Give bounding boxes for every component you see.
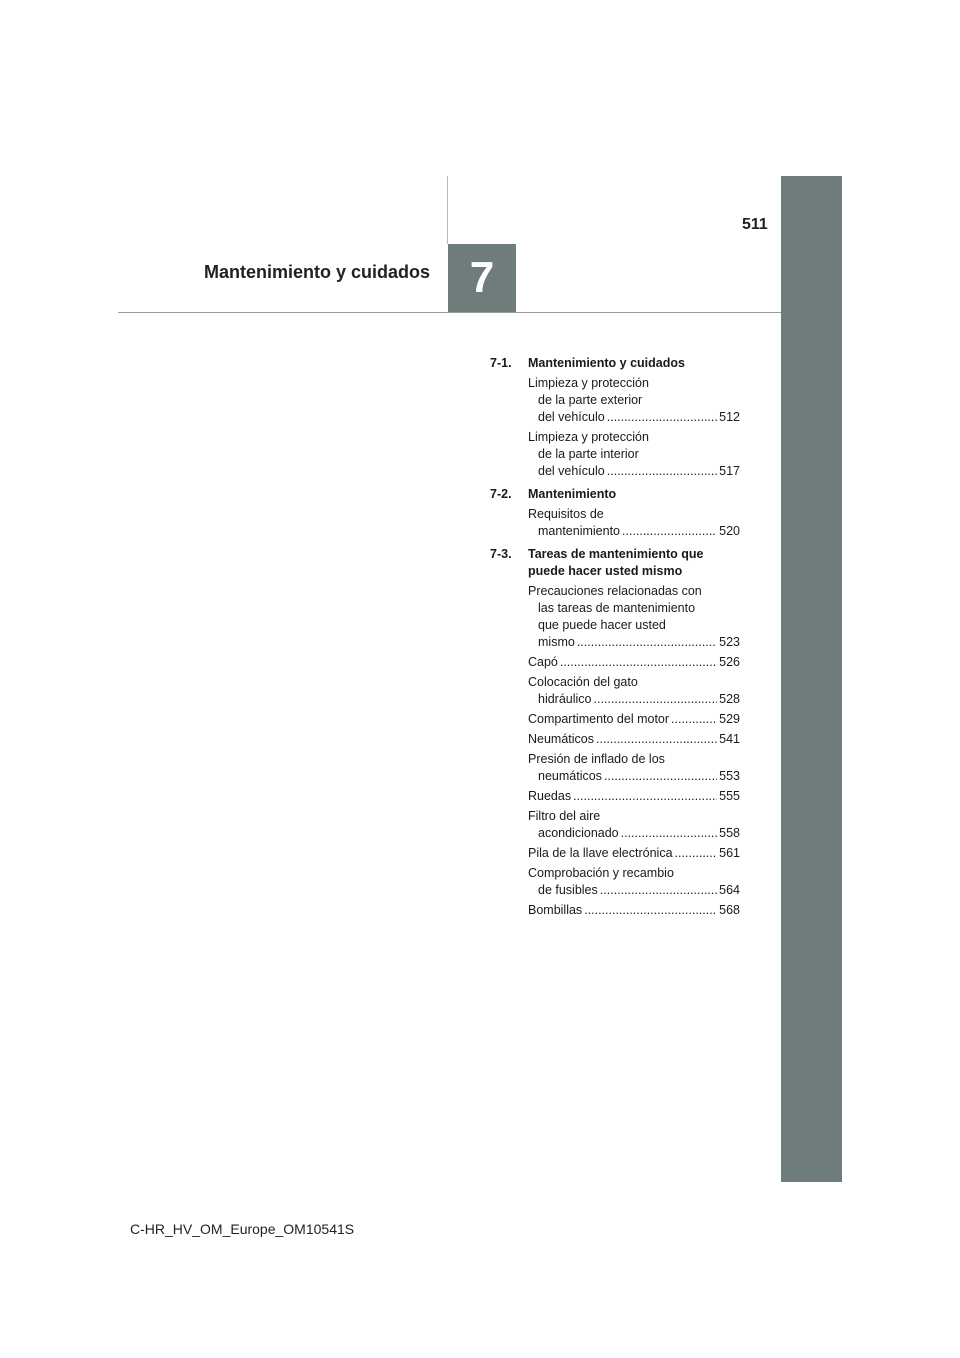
toc-section-heading[interactable] — [490, 546, 740, 580]
entry-title-line: Neumáticos — [528, 732, 594, 746]
entry-title-line: Limpieza y protección — [528, 430, 649, 444]
page-number: 511 — [742, 216, 768, 233]
chapter-title: Mantenimiento y cuidados — [203, 262, 430, 282]
entry-title-line: de la parte interior — [538, 447, 639, 461]
toc-entry[interactable] — [528, 808, 740, 842]
toc-entry[interactable] — [528, 583, 740, 651]
entry-title-line: las tareas de mantenimiento — [538, 601, 696, 615]
entry-title-line: neumáticos — [538, 769, 602, 783]
toc-entry[interactable] — [528, 674, 740, 708]
entry-title-line: del vehículo — [538, 410, 605, 424]
entry-title-line: Compartimento del motor — [528, 712, 670, 726]
entry-title-line: de la parte exterior — [538, 393, 643, 407]
entry-page-number: 529 — [719, 712, 740, 726]
entry-title-line: Filtro del aire — [528, 809, 601, 823]
toc-entry[interactable] — [528, 788, 740, 805]
dot-leader — [621, 825, 718, 842]
toc-entry[interactable] — [528, 731, 740, 748]
entry-page-number: 517 — [719, 464, 740, 478]
toc-section-heading[interactable] — [490, 355, 740, 372]
entry-page-number: 558 — [719, 826, 740, 840]
entry-title-line: Comprobación y recambio — [528, 866, 674, 880]
toc-entry[interactable] — [528, 429, 740, 480]
section-title — [528, 486, 740, 503]
entry-page-number: 528 — [719, 692, 740, 706]
entry-title-line: de fusibles — [538, 883, 598, 897]
entry-title-line: Colocación del gato — [528, 675, 638, 689]
entry-page-number: 541 — [719, 732, 740, 746]
entry-title-line: que puede hacer usted — [538, 618, 666, 632]
entry-title-line: Limpieza y protección — [528, 376, 649, 390]
dot-leader — [607, 409, 717, 426]
table-of-contents — [490, 355, 740, 922]
entry-title-line: Precauciones relacionadas con — [528, 584, 702, 598]
section-title-line: puede hacer usted mismo — [528, 564, 683, 578]
entry-title-line: mantenimiento — [538, 524, 620, 538]
toc-entry[interactable] — [528, 865, 740, 899]
entry-title-line: del vehículo — [538, 464, 605, 478]
entry-page-number: 526 — [719, 655, 740, 669]
dot-leader — [577, 634, 717, 651]
entry-title-line: Pila de la llave electrónica — [528, 846, 673, 860]
toc-entry[interactable] — [528, 845, 740, 862]
entry-title-line: Capó — [528, 655, 558, 669]
dot-leader — [622, 523, 717, 540]
toc-entry[interactable] — [528, 506, 740, 540]
dot-leader — [573, 788, 717, 805]
entry-title-line: acondicionado — [538, 826, 619, 840]
header-horizontal-rule — [118, 312, 781, 313]
chapter-number: 7 — [469, 253, 495, 302]
dot-leader — [584, 902, 717, 919]
dot-leader — [607, 463, 717, 480]
section-title-line: Tareas de mantenimiento que — [528, 547, 704, 561]
dot-leader — [560, 654, 717, 671]
entry-page-number: 564 — [719, 883, 740, 897]
header-vertical-rule — [447, 176, 448, 244]
toc-section-heading[interactable] — [490, 486, 740, 503]
entry-page-number: 523 — [719, 635, 740, 649]
entry-page-number: 555 — [719, 789, 740, 803]
dot-leader — [596, 731, 717, 748]
entry-title-line: mismo — [538, 635, 575, 649]
chapter-side-tab — [781, 176, 842, 1182]
dot-leader — [594, 691, 718, 708]
toc-entry[interactable] — [528, 654, 740, 671]
section-number: 7-1. — [490, 356, 512, 370]
dot-leader — [600, 882, 717, 899]
chapter-number-box — [448, 244, 516, 312]
entry-title-line: Requisitos de — [528, 507, 604, 521]
toc-entry[interactable] — [528, 375, 740, 426]
entry-page-number: 512 — [719, 410, 740, 424]
section-number: 7-3. — [490, 547, 512, 561]
section-title — [528, 355, 740, 372]
entry-title-line: Ruedas — [528, 789, 572, 803]
document-code: C-HR_HV_OM_Europe_OM10541S — [130, 1221, 355, 1237]
entry-title-line: Presión de inflado de los — [528, 752, 665, 766]
section-title — [528, 546, 740, 580]
entry-title-line: Bombillas — [528, 903, 583, 917]
section-title-line: Mantenimiento — [528, 487, 617, 501]
entry-page-number: 568 — [719, 903, 740, 917]
dot-leader — [675, 845, 718, 862]
toc-entry[interactable] — [528, 711, 740, 728]
section-title-line: Mantenimiento y cuidados — [528, 356, 685, 370]
entry-title-line: hidráulico — [538, 692, 592, 706]
entry-page-number: 553 — [719, 769, 740, 783]
entry-page-number: 561 — [719, 846, 740, 860]
toc-entry[interactable] — [528, 751, 740, 785]
section-number: 7-2. — [490, 487, 512, 501]
entry-page-number: 520 — [719, 524, 740, 538]
dot-leader — [671, 711, 717, 728]
toc-entry[interactable] — [528, 902, 740, 919]
dot-leader — [604, 768, 717, 785]
